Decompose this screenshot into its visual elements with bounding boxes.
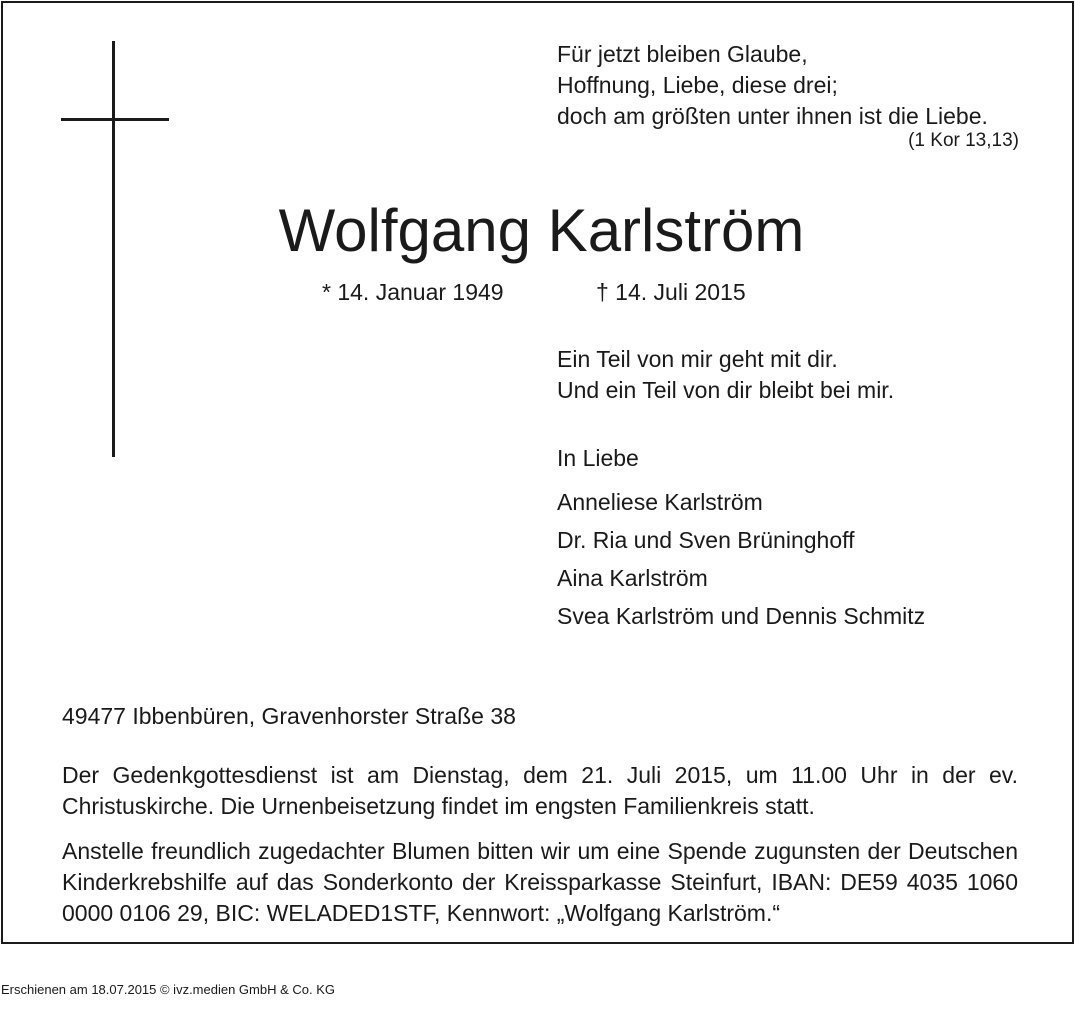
deceased-name-row — [3, 193, 1075, 269]
verse-line: Hoffnung, Liebe, diese drei; — [557, 72, 838, 98]
quote-line: Und ein Teil von dir bleibt bei mir. — [557, 377, 895, 403]
publication-footer: Erschienen am 18.07.2015 © ivz.medien GmbH & Co. KG — [1, 982, 336, 997]
verse-line: Für jetzt bleiben Glaube, — [557, 41, 808, 67]
family-address: 49477 Ibbenbüren, Gravenhorster Straße 38 — [62, 703, 516, 729]
mourner-name: Svea Karlström und Dennis Schmitz — [557, 603, 926, 629]
quote-line: Ein Teil von mir geht mit dir. — [557, 346, 838, 372]
death-date: † 14. Juli 2015 — [596, 279, 746, 305]
memorial-quote — [557, 344, 894, 406]
closing-phrase: In Liebe — [557, 445, 639, 471]
verse-line: doch am größten unter ihnen ist die Liebe. — [557, 103, 988, 129]
mourners-list — [557, 487, 925, 639]
service-information: Der Gedenkgottesdienst ist am Dienstag, dem 21. Juli 2015, um 11.00 Uhr in der ev. Christuskirche. Die Urnenbeisetzung findet im engsten Familienkreis statt. — [62, 762, 1018, 819]
bible-verse — [557, 39, 1019, 153]
verse-reference: (1 Kor 13,13) — [908, 130, 1019, 151]
birth-date: * 14. Januar 1949 — [322, 279, 504, 305]
mourner-name: Dr. Ria und Sven Brüninghoff — [557, 527, 855, 553]
obituary-notice — [1, 1, 1074, 944]
donation-request: Anstelle freundlich zugedachter Blumen bitten wir um eine Spende zugunsten der Deutschen Kinderkrebshilfe auf das Sonderkonto der Kreissparkasse Steinfurt, IBAN: DE59 4035 1060 0000 0106 29, BIC: WELADED1STF, Kennwort: „Wolfgang Karlström.“ — [62, 838, 1018, 926]
deceased-name: Wolfgang Karlström — [278, 197, 805, 264]
mourner-name: Anneliese Karlström — [557, 489, 763, 515]
cross-horizontal-bar — [61, 118, 169, 121]
mourner-name: Aina Karlström — [557, 565, 708, 591]
